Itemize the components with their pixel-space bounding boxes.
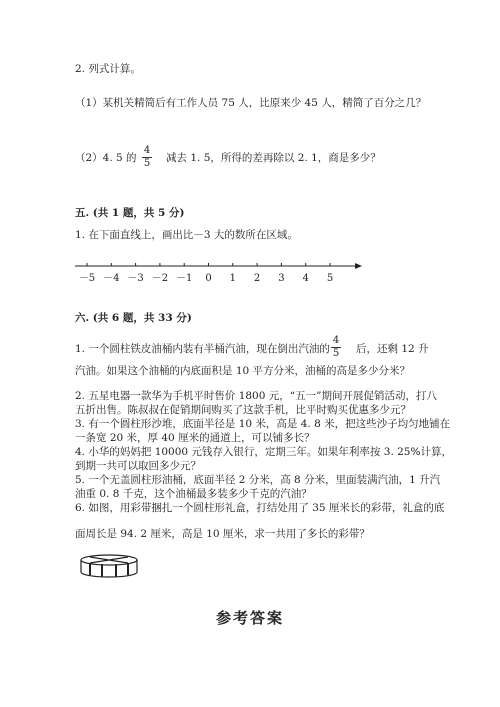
calc-question-2-prefix: （2）4. 5 的	[75, 152, 137, 164]
fraction-denominator: 5	[143, 158, 151, 169]
number-line-label: －4	[103, 273, 120, 284]
number-line	[70, 258, 370, 288]
fraction-numerator: 4	[143, 145, 151, 156]
section-6-question-6b: 面周长是 94. 2 厘米，高是 10 厘米，求一共用了多长的彩带？	[75, 528, 370, 540]
number-line-label: －2	[151, 273, 169, 284]
gift-box-cylinder-figure	[78, 553, 140, 581]
number-line-label: －3	[127, 273, 144, 284]
section-6-question-1c: 汽油。如果这个油桶的内底面积是 10 平方分米，油桶的高是多少分米？	[75, 365, 411, 377]
section-6-question-1a: 1. 一个圆柱铁皮油桶内装有半桶汽油，现在倒出汽油的	[75, 343, 330, 355]
ribbon-top	[90, 557, 128, 563]
calc-question-2-fraction	[142, 146, 152, 169]
number-line-label: 4	[302, 273, 309, 284]
fraction-numerator: 4	[332, 335, 340, 346]
number-line-label: －5	[78, 273, 96, 284]
section-6-question-1b: 后，还剩 12 升	[356, 343, 429, 355]
answer-title: 参考答案	[215, 609, 284, 627]
section-6-question-3b: 一条宽 20 米，厚 40 厘米的通道上，可以铺多长？	[75, 432, 315, 444]
number-line-label: 2	[253, 273, 261, 284]
calc-question-1: （1）某机关精简后有工作人员 75 人，比原来少 45 人，精简了百分之几？	[75, 97, 427, 109]
calc-question-2-suffix: 减去 1. 5，所得的差再除以 2. 1，商是多少？	[166, 152, 381, 164]
section-6-question-4b: 到期一共可以取回多少元？	[75, 460, 201, 472]
section-6-question-4a: 4. 小华的妈妈把 10000 元钱存入银行，定期三年。如果年利率按 3. 25%计算，	[75, 446, 452, 458]
fraction-denominator: 5	[332, 348, 340, 359]
section-5-heading: 五. (共 1 题，共 5 分)	[75, 207, 185, 219]
number-line-label: 0	[205, 273, 212, 284]
section-6-question-5a: 5. 一个无盖圆柱形油桶，底面半径 2 分米，高 8 分米，里面装满汽油，1 升汽	[75, 474, 441, 486]
number-line-arrow	[355, 263, 362, 269]
section-2-heading: 2. 列式计算。	[75, 63, 141, 75]
section-6-question-5b: 油重 0. 8 千克，这个油桶最多装多少千克的汽油？	[75, 488, 312, 500]
section-6-question-2b: 五折出售。陈叔叔在促销期间购买了这款手机，比平时购买优惠多少元？	[75, 404, 411, 416]
number-line-label: 1	[229, 273, 236, 284]
section-6-question-1-fraction	[331, 336, 341, 359]
section-5-question-1: 1. 在下面直线上，画出比－3 大的数所在区域。	[75, 229, 298, 241]
section-6-question-2a: 2. 五星电器一款华为手机平时售价 1800 元，“五一”期间开展促销活动，打八	[75, 390, 437, 402]
number-line-label: －1	[176, 273, 193, 284]
section-6-heading: 六. (共 6 题，共 33 分)	[75, 312, 192, 324]
number-line-label: 5	[326, 273, 334, 284]
section-6-question-6a: 6. 如图，用彩带捆扎一个圆柱形礼盒，打结处用了 35 厘米长的彩带，礼盒的底	[75, 502, 445, 514]
number-line-label: 3	[278, 273, 285, 284]
section-6-question-3a: 3. 有一个圆柱形沙堆，底面半径是 10 米，高是 4. 8 米，把这些沙子均匀地铺在	[75, 418, 451, 430]
